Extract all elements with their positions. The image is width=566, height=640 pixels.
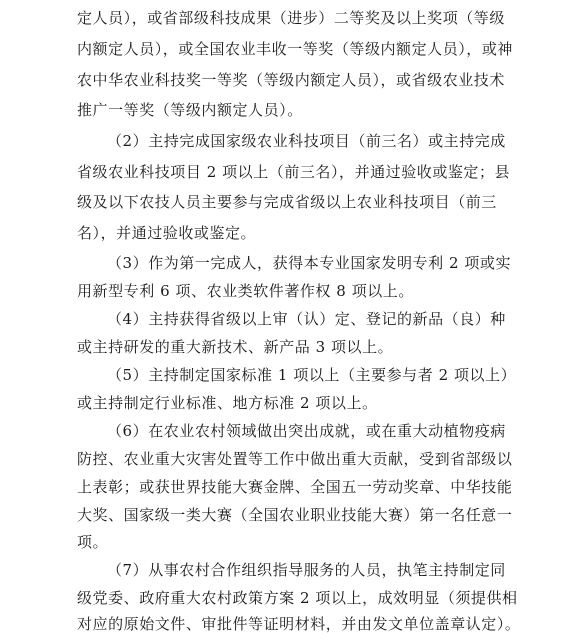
paragraph-2-start: （2）主持完成国家级农业科技项目（前三名）或主持完成: [107, 132, 506, 150]
paragraph-5-start: （5）主持制定国家标准 1 项以上（主要参与者 2 项以上）: [107, 366, 517, 384]
text-line: 上表彰；或获世界技能大赛金牌、全国五一劳动奖章、中华技能: [77, 478, 513, 496]
text-line: 定人员），或省部级科技成果（进步）二等奖及以上奖项（等级: [77, 9, 505, 27]
text-line: 用新型专利 6 项、农业类软件著作权 8 项以上。: [77, 282, 414, 300]
text-line: 大奖、国家级一类大赛（全国农业职业技能大赛）第一名任意一: [77, 506, 513, 524]
paragraph-7-start: （7）从事农村合作组织指导服务的人员，执笔主持制定同: [107, 561, 506, 579]
text-line: 级及以下农技人员主要参与完成省级以上农业科技项目（前三: [77, 193, 497, 211]
text-line: 省级农业科技项目 2 项以上（前三名），并通过验收或鉴定；县: [77, 163, 511, 181]
text-line: 名），并通过验收或鉴定。: [77, 224, 257, 242]
text-line: 推广一等奖（等级内额定人员）。: [77, 101, 303, 119]
paragraph-4-start: （4）主持获得省级以上审（认）定、登记的新品（良）种: [107, 310, 506, 328]
text-line: 或主持研发的重大新技术、新产品 3 项以上。: [77, 338, 394, 356]
text-line: 对应的原始文件、审批件等证明材料，并由发文单位盖章认定）。: [77, 615, 521, 633]
text-line: 级党委、政府重大农村政策方案 2 项以上，成效明显（须提供相: [77, 589, 518, 607]
text-line: 或主持制定行业标准、地方标准 2 项以上。: [77, 394, 378, 412]
text-line: 项。: [77, 533, 109, 551]
paragraph-6-start: （6）在农业农村领域做出突出成就，或在重大动植物疫病: [107, 422, 506, 440]
text-line: 农中华农业科技奖一等奖（等级内额定人员），或省级农业技术: [77, 71, 505, 89]
text-line: 防控、农业重大灾害处置等工作中做出重大贡献，受到省部级以: [77, 450, 513, 468]
paragraph-3-start: （3）作为第一完成人，获得本专业国家发明专利 2 项或实: [107, 254, 512, 272]
text-line: 内额定人员），或全国农业丰收一等奖（等级内额定人员），或神: [77, 40, 513, 58]
